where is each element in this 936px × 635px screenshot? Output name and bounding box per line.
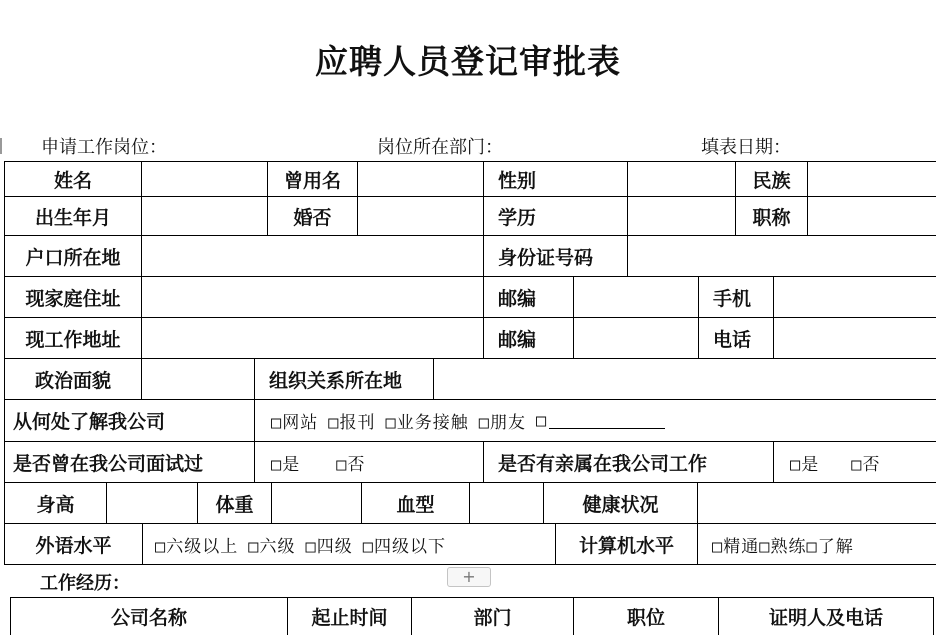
interviewed-options <box>255 442 484 483</box>
marital-field[interactable] <box>358 197 484 236</box>
health-label: 健康状况 <box>544 483 698 524</box>
position-label: 申请工作岗位： <box>41 137 167 158</box>
former-name-label: 曾用名 <box>268 162 358 197</box>
checkbox-cet4[interactable]: □四级 <box>305 536 353 557</box>
phone-label: 电话 <box>699 318 774 359</box>
name-field[interactable] <box>142 162 268 197</box>
name-label: 姓名 <box>5 162 142 197</box>
checkbox-website[interactable]: □网站 <box>271 413 319 433</box>
political-label: 政治面貌 <box>5 359 142 400</box>
computer-options <box>698 524 936 565</box>
relatives-options <box>774 442 936 483</box>
column-header-department: 部门 <box>412 598 574 635</box>
computer-label: 计算机水平 <box>556 524 698 565</box>
margin-marker <box>0 138 2 154</box>
marital-label: 婚否 <box>268 197 358 236</box>
ethnicity-label: 民族 <box>736 162 808 197</box>
column-header-period: 起止时间 <box>288 598 412 635</box>
work-address-label: 现工作地址 <box>5 318 142 359</box>
column-header-reference: 证明人及电话 <box>719 598 934 635</box>
org-relation-field[interactable] <box>434 359 936 400</box>
title-label: 职称 <box>736 197 808 236</box>
birth-field[interactable] <box>142 197 268 236</box>
title-field[interactable] <box>808 197 936 236</box>
checkbox-business-contact[interactable]: □业务接触 <box>385 413 469 433</box>
department-label: 岗位所在部门： <box>377 137 503 158</box>
home-postcode-label: 邮编 <box>484 277 574 318</box>
form-title: 应聘人员登记审批表 <box>315 42 621 81</box>
health-field[interactable] <box>698 483 936 524</box>
education-label: 学历 <box>484 197 628 236</box>
ethnicity-field[interactable] <box>808 162 936 197</box>
mobile-label: 手机 <box>699 277 774 318</box>
id-number-field[interactable] <box>628 236 936 277</box>
interviewed-label: 是否曾在我公司面试过 <box>5 442 255 483</box>
mobile-field[interactable] <box>774 277 936 318</box>
home-postcode-field[interactable] <box>574 277 699 318</box>
work-address-field[interactable] <box>142 318 484 359</box>
relatives-yes-checkbox[interactable]: □是 <box>790 454 820 475</box>
relatives-no-checkbox[interactable]: □否 <box>851 454 881 475</box>
checkbox-newspaper[interactable]: □报刊 <box>328 413 376 433</box>
checkbox-other[interactable]: □ <box>536 410 548 431</box>
checkbox-basic[interactable]: □了解 <box>806 536 854 557</box>
other-source-input[interactable] <box>549 412 665 429</box>
work-experience-label: 工作经历： <box>40 573 130 594</box>
political-field[interactable] <box>142 359 255 400</box>
blood-field[interactable] <box>470 483 544 524</box>
relatives-label: 是否有亲属在我公司工作 <box>484 442 774 483</box>
weight-field[interactable] <box>272 483 362 524</box>
interviewed-no-checkbox[interactable]: □否 <box>336 454 366 475</box>
checkbox-skilled[interactable]: □熟练 <box>759 536 807 557</box>
home-address-label: 现家庭住址 <box>5 277 142 318</box>
work-postcode-label: 邮编 <box>484 318 574 359</box>
add-row-button[interactable]: + <box>447 567 491 587</box>
birth-label: 出生年月 <box>5 197 142 236</box>
education-field[interactable] <box>628 197 736 236</box>
hukou-field[interactable] <box>142 236 484 277</box>
checkbox-cet6-plus[interactable]: □六级以上 <box>155 536 239 557</box>
blood-label: 血型 <box>362 483 470 524</box>
checkbox-friend[interactable]: □朋友 <box>478 413 526 433</box>
checkbox-proficient[interactable]: □精通 <box>712 536 760 557</box>
weight-label: 体重 <box>198 483 272 524</box>
work-postcode-field[interactable] <box>574 318 699 359</box>
home-address-field[interactable] <box>142 277 484 318</box>
hukou-label: 户口所在地 <box>5 236 142 277</box>
column-header-company: 公司名称 <box>11 598 288 635</box>
source-label: 从何处了解我公司 <box>5 400 255 442</box>
former-name-field[interactable] <box>358 162 484 197</box>
id-number-label: 身份证号码 <box>484 236 628 277</box>
source-options <box>255 400 936 442</box>
checkbox-below-cet4[interactable]: □四级以下 <box>362 536 446 557</box>
height-field[interactable] <box>107 483 198 524</box>
column-header-position: 职位 <box>574 598 719 635</box>
gender-label: 性别 <box>484 162 628 197</box>
org-relation-label: 组织关系所在地 <box>255 359 434 400</box>
checkbox-cet6[interactable]: □六级 <box>248 536 296 557</box>
gender-field[interactable] <box>628 162 736 197</box>
height-label: 身高 <box>5 483 107 524</box>
date-label: 填表日期： <box>701 137 791 158</box>
interviewed-yes-checkbox[interactable]: □是 <box>271 454 301 475</box>
language-label: 外语水平 <box>5 524 143 565</box>
phone-field[interactable] <box>774 318 936 359</box>
language-options <box>143 524 556 565</box>
